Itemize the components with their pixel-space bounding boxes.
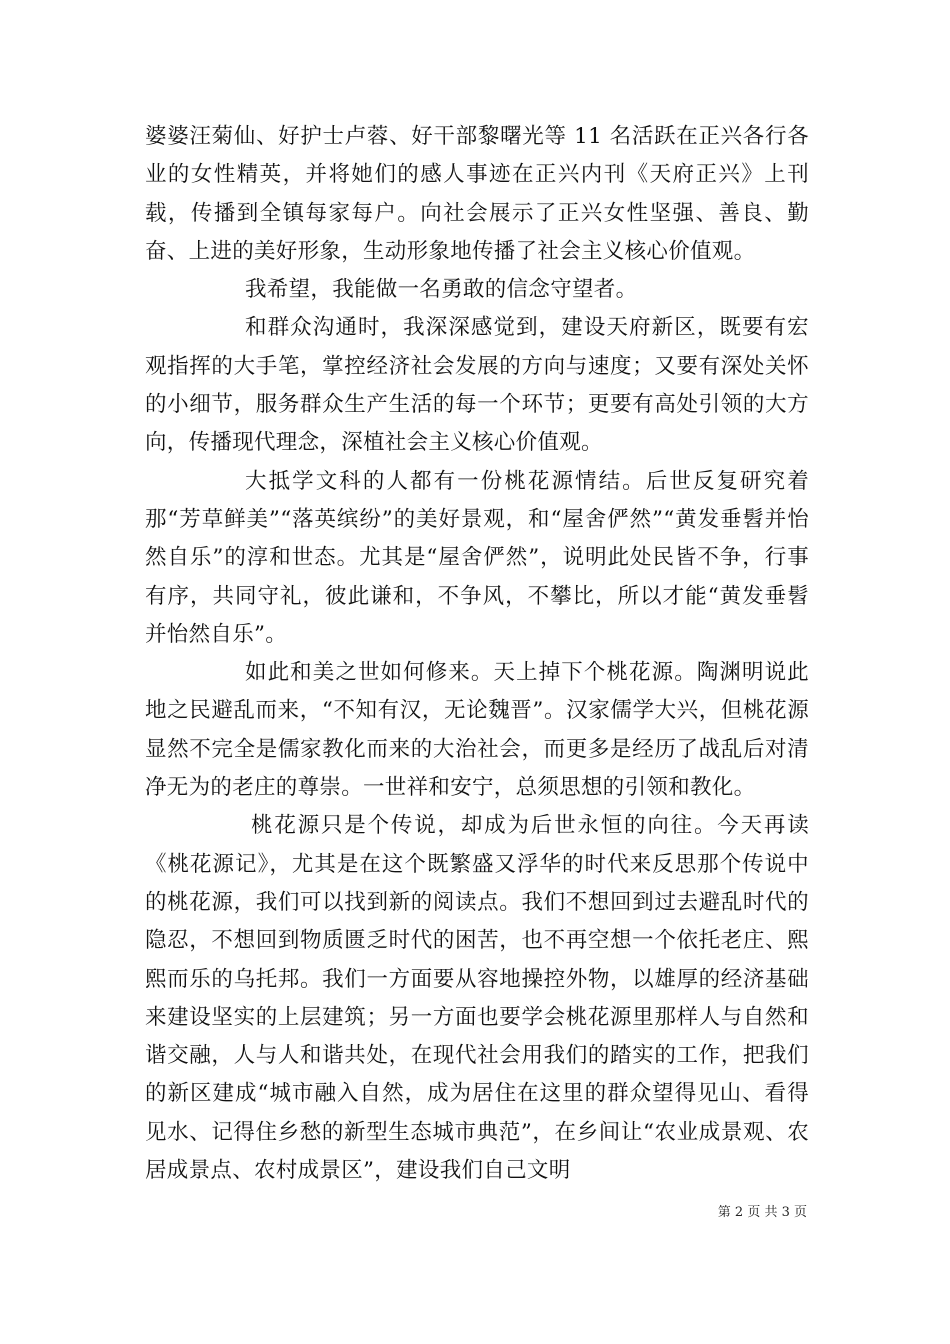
paragraph-3: 和群众沟通时，我深深感觉到，建设天府新区，既要有宏观指挥的大手笔，掌控经济社会发展的方向与速度；又要有深处关怀的小细节，服务群众生产生活的每一个环节；更要有高处引领的大方向，传播现代理念，深植社会主义核心价值观。 <box>145 315 809 456</box>
body-text <box>145 118 809 1190</box>
paragraph-5: 如此和美之世如何修来。天上掉下个桃花源。陶渊明说此地之民避乱而来，“不知有汉，无论魏晋”。汉家儒学大兴，但桃花源显然不完全是儒家教化而来的大治社会，而更多是经历了战乱后对清净无为的老庄的尊崇。一世祥和安宁，总须思想的引领和教化。 <box>145 660 809 801</box>
paragraph-2: 我希望，我能做一名勇敢的信念守望者。 <box>245 277 638 303</box>
paragraph-1: 婆婆汪菊仙、好护士卢蓉、好干部黎曙光等 11 名活跃在正兴各行各业的女性精英，并将她们的感人事迹在正兴内刊《天府正兴》上刊载，传播到全镇每家每户。向社会展示了正兴女性坚强、善良、勤奋、上进的美好形象，生动形象地传播了社会主义核心价值观。 <box>145 124 809 264</box>
paragraph-6: 桃花源只是个传说，却成为后世永恒的向往。今天再读《桃花源记》，尤其是在这个既繁盛又浮华的时代来反思那个传说中的桃花源，我们可以找到新的阅读点。我们不想回到过去避乱时代的隐忍，不想回到物质匮乏时代的困苦，也不再空想一个依托老庄、熙熙而乐的乌托邦。我们一方面要从容地操控外物，以雄厚的经济基础来建设坚实的上层建筑；另一方面也要学会桃花源里那样人与自然和谐交融，人与人和谐共处，在现代社会用我们的踏实的工作，把我们的新区建成“城市融入自然，成为居住在这里的群众望得见山、看得见水、记得住乡愁的新型生态城市典范”，在乡间让“农业成景观、农居成景点、农村成景区”，建设我们自己文明 <box>145 813 809 1184</box>
paragraph-4: 大抵学文科的人都有一份桃花源情结。后世反复研究着那“芳草鲜美”“落英缤纷”的美好景观，和“屋舍俨然”“黄发垂髫并怡然自乐”的淳和世态。尤其是“屋舍俨然”，说明此处民皆不争，行事有序，共同守礼，彼此谦和，不争风，不攀比，所以才能“黄发垂髫并怡然自乐”。 <box>145 468 809 647</box>
page-number-footer: 第 2 页 共 3 页 <box>717 1205 807 1220</box>
